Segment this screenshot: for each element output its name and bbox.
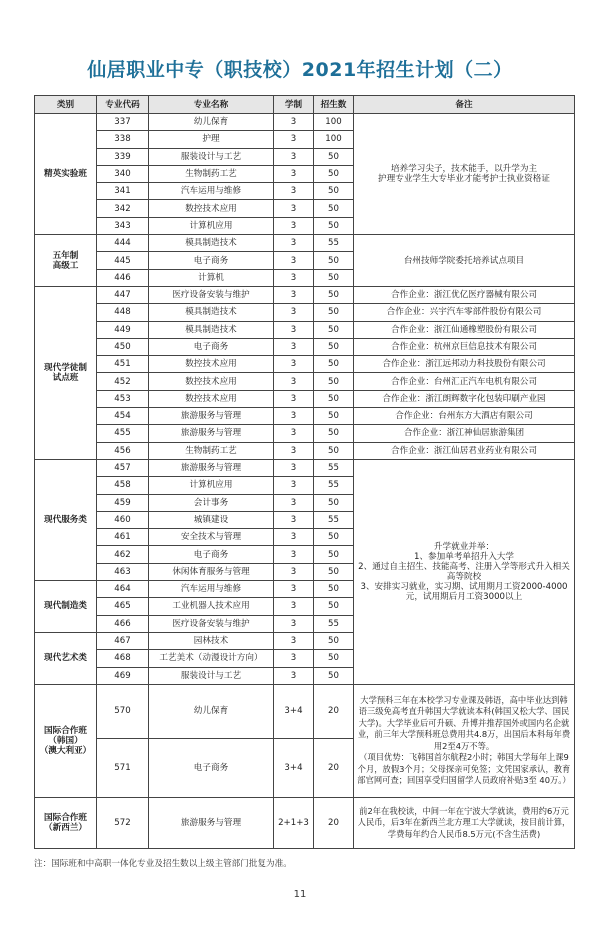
code-cell: 343 bbox=[97, 217, 149, 234]
code-cell: 447 bbox=[97, 286, 149, 303]
major-cell: 生物制药工艺 bbox=[149, 442, 274, 459]
header-duration: 学制 bbox=[274, 96, 314, 114]
duration-cell: 3 bbox=[274, 200, 314, 217]
major-cell: 汽车运用与维修 bbox=[149, 581, 274, 598]
major-cell: 模具制造技术 bbox=[149, 304, 274, 321]
duration-cell: 3+4 bbox=[274, 684, 314, 738]
count-cell: 50 bbox=[314, 632, 354, 649]
duration-cell: 3 bbox=[274, 356, 314, 373]
count-cell: 50 bbox=[314, 338, 354, 355]
category-five-year bbox=[35, 235, 97, 287]
major-cell: 幼儿保育 bbox=[149, 684, 274, 738]
duration-cell: 3 bbox=[274, 338, 314, 355]
code-cell: 463 bbox=[97, 563, 149, 580]
code-cell: 338 bbox=[97, 131, 149, 148]
count-cell: 55 bbox=[314, 615, 354, 632]
major-cell: 旅游服务与管理 bbox=[149, 459, 274, 476]
partner-cell: 合作企业：浙江远邦动力科技股份有限公司 bbox=[354, 356, 575, 373]
major-cell: 园林技术 bbox=[149, 632, 274, 649]
code-cell: 466 bbox=[97, 615, 149, 632]
table-row bbox=[35, 442, 575, 459]
major-cell: 服装设计与工艺 bbox=[149, 667, 274, 684]
page-title: 仙居职业中专（职技校）2021年招生计划（二） bbox=[87, 59, 513, 81]
duration-cell: 3 bbox=[274, 650, 314, 667]
major-cell: 模具制造技术 bbox=[149, 321, 274, 338]
duration-cell: 3 bbox=[274, 459, 314, 476]
table-row bbox=[35, 408, 575, 425]
duration-cell: 3 bbox=[274, 148, 314, 165]
duration-cell: 3 bbox=[274, 131, 314, 148]
table-row bbox=[35, 797, 575, 848]
remarks-line: （项目优势：飞韩国首尔航程2小时；韩国大学每年上课9个月，放假3个月；父母探亲可免签；文凭国家承认，教育部官网可查；回国享受归国留学人员政府补贴3至 40万。） bbox=[357, 752, 571, 786]
category-arts: 现代艺术类 bbox=[35, 632, 97, 684]
category-line: （新西兰） bbox=[44, 822, 87, 833]
duration-cell: 3 bbox=[274, 390, 314, 407]
code-cell: 454 bbox=[97, 408, 149, 425]
category-line: 国际合作班 bbox=[44, 725, 87, 736]
duration-cell: 3 bbox=[274, 252, 314, 269]
code-cell: 340 bbox=[97, 165, 149, 182]
duration-cell: 3 bbox=[274, 217, 314, 234]
duration-cell: 3 bbox=[274, 667, 314, 684]
duration-cell: 3 bbox=[274, 598, 314, 615]
remarks-line: 1、参加单考单招升入大学 bbox=[414, 551, 514, 562]
category-line: 五年制 bbox=[52, 250, 79, 261]
table-row bbox=[35, 373, 575, 390]
code-cell: 570 bbox=[97, 684, 149, 738]
category-apprentice bbox=[35, 286, 97, 459]
duration-cell: 3 bbox=[274, 546, 314, 563]
count-cell: 50 bbox=[314, 390, 354, 407]
count-cell: 50 bbox=[314, 650, 354, 667]
count-cell: 50 bbox=[314, 165, 354, 182]
header-category: 类别 bbox=[35, 96, 97, 114]
major-cell: 电子商务 bbox=[149, 546, 274, 563]
count-cell: 50 bbox=[314, 581, 354, 598]
remarks-line: 培养学习尖子，技术能手，以升学为主 bbox=[390, 164, 538, 175]
count-cell: 50 bbox=[314, 148, 354, 165]
category-line: （韩国） bbox=[48, 735, 83, 746]
remarks-intl-nz: 前2年在我校读，中间一年在宁波大学就读，费用约6万元人民币，后3年在新西兰北方理工大学就读，按目前计算，学费每年约合人民币8.5万元(不含生活费) bbox=[354, 797, 575, 848]
partner-cell: 合作企业：兴宇汽车零部件股份有限公司 bbox=[354, 304, 575, 321]
duration-cell: 3 bbox=[274, 632, 314, 649]
remarks-elite bbox=[354, 114, 575, 235]
count-cell: 50 bbox=[314, 425, 354, 442]
major-cell: 汽车运用与维修 bbox=[149, 183, 274, 200]
major-cell: 电子商务 bbox=[149, 338, 274, 355]
duration-cell: 3 bbox=[274, 286, 314, 303]
duration-cell: 3 bbox=[274, 477, 314, 494]
partner-cell: 合作企业：台州汇正汽车电机有限公司 bbox=[354, 373, 575, 390]
category-intl-korea bbox=[35, 684, 97, 797]
major-cell: 计算机应用 bbox=[149, 477, 274, 494]
remarks-line: 升学就业并举： bbox=[433, 541, 495, 552]
major-cell: 城镇建设 bbox=[149, 511, 274, 528]
duration-cell: 3 bbox=[274, 408, 314, 425]
partner-cell: 合作企业：浙江朗辉数字化包装印刷产业园 bbox=[354, 390, 575, 407]
major-cell: 生物制药工艺 bbox=[149, 165, 274, 182]
duration-cell: 3 bbox=[274, 563, 314, 580]
code-cell: 341 bbox=[97, 183, 149, 200]
count-cell: 50 bbox=[314, 217, 354, 234]
code-cell: 465 bbox=[97, 598, 149, 615]
table-row bbox=[35, 304, 575, 321]
major-cell: 服装设计与工艺 bbox=[149, 148, 274, 165]
remarks-line: 2、通过自主招生、技能高考、注册入学等形式升入相关高等院校 bbox=[358, 561, 570, 582]
count-cell: 50 bbox=[314, 373, 354, 390]
code-cell: 446 bbox=[97, 269, 149, 286]
code-cell: 571 bbox=[97, 738, 149, 797]
table-row bbox=[35, 321, 575, 338]
code-cell: 449 bbox=[97, 321, 149, 338]
count-cell: 55 bbox=[314, 511, 354, 528]
count-cell: 50 bbox=[314, 269, 354, 286]
table-row bbox=[35, 356, 575, 373]
remarks-line: 3、安排实习就业，实习期、试用期月工资2000-4000元，试用期后月工资3000以上 bbox=[360, 581, 568, 602]
major-cell: 计算机 bbox=[149, 269, 274, 286]
category-elite: 精英实验班 bbox=[35, 114, 97, 235]
code-cell: 451 bbox=[97, 356, 149, 373]
code-cell: 453 bbox=[97, 390, 149, 407]
duration-cell: 3 bbox=[274, 615, 314, 632]
count-cell: 50 bbox=[314, 321, 354, 338]
major-cell: 计算机应用 bbox=[149, 217, 274, 234]
count-cell: 50 bbox=[314, 356, 354, 373]
code-cell: 339 bbox=[97, 148, 149, 165]
table-row bbox=[35, 425, 575, 442]
duration-cell: 3 bbox=[274, 511, 314, 528]
code-cell: 450 bbox=[97, 338, 149, 355]
category-line: 试点班 bbox=[52, 372, 79, 383]
major-cell: 模具制造技术 bbox=[149, 235, 274, 252]
count-cell: 55 bbox=[314, 235, 354, 252]
count-cell: 50 bbox=[314, 529, 354, 546]
code-cell: 462 bbox=[97, 546, 149, 563]
code-cell: 444 bbox=[97, 235, 149, 252]
count-cell: 50 bbox=[314, 563, 354, 580]
category-line: 现代学徒制 bbox=[44, 362, 87, 373]
header-enrollment: 招生数 bbox=[314, 96, 354, 114]
table-row bbox=[35, 684, 575, 738]
partner-cell: 合作企业：杭州京巨信息技术有限公司 bbox=[354, 338, 575, 355]
category-line: 国际合作班 bbox=[44, 812, 87, 823]
enrollment-plan-table bbox=[34, 95, 575, 849]
remarks-five-year: 台州技师学院委托培养试点项目 bbox=[354, 235, 575, 287]
code-cell: 452 bbox=[97, 373, 149, 390]
major-cell: 数控技术应用 bbox=[149, 373, 274, 390]
major-cell: 医疗设备安装与维护 bbox=[149, 615, 274, 632]
duration-cell: 3 bbox=[274, 373, 314, 390]
code-cell: 464 bbox=[97, 581, 149, 598]
major-cell: 旅游服务与管理 bbox=[149, 797, 274, 848]
major-cell: 电子商务 bbox=[149, 252, 274, 269]
count-cell: 50 bbox=[314, 286, 354, 303]
table-row bbox=[35, 459, 575, 476]
duration-cell: 3 bbox=[274, 442, 314, 459]
code-cell: 458 bbox=[97, 477, 149, 494]
table-row bbox=[35, 235, 575, 252]
code-cell: 459 bbox=[97, 494, 149, 511]
code-cell: 572 bbox=[97, 797, 149, 848]
code-cell: 448 bbox=[97, 304, 149, 321]
partner-cell: 合作企业：浙江优亿医疗器械有限公司 bbox=[354, 286, 575, 303]
major-cell: 旅游服务与管理 bbox=[149, 425, 274, 442]
major-cell: 数控技术应用 bbox=[149, 390, 274, 407]
remarks-shared bbox=[354, 459, 575, 684]
code-cell: 461 bbox=[97, 529, 149, 546]
major-cell: 医疗设备安装与维护 bbox=[149, 286, 274, 303]
duration-cell: 3 bbox=[274, 235, 314, 252]
duration-cell: 3 bbox=[274, 114, 314, 131]
page-number: 11 bbox=[293, 889, 307, 900]
code-cell: 469 bbox=[97, 667, 149, 684]
count-cell: 100 bbox=[314, 114, 354, 131]
code-cell: 337 bbox=[97, 114, 149, 131]
major-cell: 电子商务 bbox=[149, 738, 274, 797]
count-cell: 50 bbox=[314, 304, 354, 321]
count-cell: 55 bbox=[314, 477, 354, 494]
count-cell: 50 bbox=[314, 200, 354, 217]
code-cell: 457 bbox=[97, 459, 149, 476]
remarks-intl-korea bbox=[354, 684, 575, 797]
partner-cell: 合作企业：浙江神仙居旅游集团 bbox=[354, 425, 575, 442]
count-cell: 50 bbox=[314, 546, 354, 563]
major-cell: 数控技术应用 bbox=[149, 356, 274, 373]
count-cell: 50 bbox=[314, 408, 354, 425]
major-cell: 数控技术应用 bbox=[149, 200, 274, 217]
major-cell: 工艺美术（动漫设计方向） bbox=[149, 650, 274, 667]
major-cell: 幼儿保育 bbox=[149, 114, 274, 131]
duration-cell: 3 bbox=[274, 269, 314, 286]
category-intl-nz bbox=[35, 797, 97, 848]
duration-cell: 3 bbox=[274, 165, 314, 182]
major-cell: 旅游服务与管理 bbox=[149, 408, 274, 425]
category-service: 现代服务类 bbox=[35, 459, 97, 580]
header-major: 专业名称 bbox=[149, 96, 274, 114]
duration-cell: 3 bbox=[274, 304, 314, 321]
duration-cell: 3 bbox=[274, 321, 314, 338]
code-cell: 468 bbox=[97, 650, 149, 667]
table-row bbox=[35, 390, 575, 407]
count-cell: 20 bbox=[314, 797, 354, 848]
count-cell: 50 bbox=[314, 183, 354, 200]
partner-cell: 合作企业：台州东方大酒店有限公司 bbox=[354, 408, 575, 425]
code-cell: 467 bbox=[97, 632, 149, 649]
table-row bbox=[35, 286, 575, 303]
count-cell: 50 bbox=[314, 667, 354, 684]
duration-cell: 3 bbox=[274, 425, 314, 442]
table-row bbox=[35, 114, 575, 131]
duration-cell: 3 bbox=[274, 183, 314, 200]
table-row bbox=[35, 338, 575, 355]
category-manufacturing: 现代制造类 bbox=[35, 581, 97, 633]
code-cell: 455 bbox=[97, 425, 149, 442]
count-cell: 20 bbox=[314, 738, 354, 797]
major-cell: 安全技术与管理 bbox=[149, 529, 274, 546]
duration-cell: 3+4 bbox=[274, 738, 314, 797]
category-line: （澳大利亚） bbox=[39, 745, 92, 756]
major-cell: 护理 bbox=[149, 131, 274, 148]
count-cell: 50 bbox=[314, 252, 354, 269]
code-cell: 456 bbox=[97, 442, 149, 459]
remarks-line: 大学预科三年在本校学习专业课及韩语，高中毕业达到韩语三级免高考直升韩国大学就读本科(韩国又松大学、国民大学)。大学毕业后可升硕、升博并推荐国外或国内名企就业，前三年大学预科班总费用共4.8万，出国后本科每年费用2至4万不等。 bbox=[357, 694, 571, 751]
count-cell: 100 bbox=[314, 131, 354, 148]
duration-cell: 3 bbox=[274, 581, 314, 598]
code-cell: 460 bbox=[97, 511, 149, 528]
duration-cell: 3 bbox=[274, 494, 314, 511]
header-code: 专业代码 bbox=[97, 96, 149, 114]
count-cell: 50 bbox=[314, 442, 354, 459]
table-footnote: 注：国际班和中高职一体化专业及招生数以上级主管部门批复为准。 bbox=[34, 859, 292, 869]
category-line: 高级工 bbox=[52, 260, 79, 271]
table-header bbox=[35, 96, 575, 114]
partner-cell: 合作企业：浙江仙通橡塑股份有限公司 bbox=[354, 321, 575, 338]
major-cell: 工业机器人技术应用 bbox=[149, 598, 274, 615]
partner-cell: 合作企业：浙江仙居君业药业有限公司 bbox=[354, 442, 575, 459]
duration-cell: 2+1+3 bbox=[274, 797, 314, 848]
count-cell: 50 bbox=[314, 494, 354, 511]
count-cell: 20 bbox=[314, 684, 354, 738]
code-cell: 342 bbox=[97, 200, 149, 217]
remarks-line: 护理专业学生大专毕业才能考护士执业资格证 bbox=[378, 174, 550, 185]
major-cell: 会计事务 bbox=[149, 494, 274, 511]
duration-cell: 3 bbox=[274, 529, 314, 546]
major-cell: 休闲体育服务与管理 bbox=[149, 563, 274, 580]
code-cell: 445 bbox=[97, 252, 149, 269]
header-remarks: 备注 bbox=[354, 96, 575, 114]
count-cell: 55 bbox=[314, 459, 354, 476]
count-cell: 50 bbox=[314, 598, 354, 615]
